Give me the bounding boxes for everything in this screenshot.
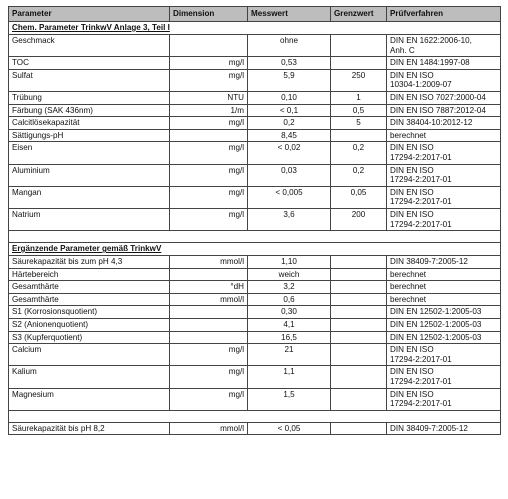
water-analysis-table <box>8 6 501 435</box>
cell-messwert: 3,6 <box>248 208 331 230</box>
cell-pruefverfahren: DIN EN ISO 17294-2:2017-01 <box>387 164 501 186</box>
cell-dimension: mg/l <box>170 208 248 230</box>
cell-messwert: 1,1 <box>248 366 331 388</box>
cell-parameter: Färbung (SAK 436nm) <box>9 104 170 117</box>
cell-pruefverfahren: DIN EN 12502-1:2005-03 <box>387 306 501 319</box>
cell-dimension <box>170 331 248 344</box>
cell-pruefverfahren: DIN 38409-7:2005-12 <box>387 422 501 435</box>
cell-grenzwert <box>331 422 387 435</box>
cell-pruefverfahren: berechnet <box>387 268 501 281</box>
cell-pruefverfahren: DIN EN ISO 10304-1:2009-07 <box>387 69 501 91</box>
table-row <box>9 164 501 186</box>
cell-messwert: ohne <box>248 35 331 57</box>
table-row <box>9 142 501 164</box>
cell-dimension <box>170 319 248 332</box>
cell-dimension: 1/m <box>170 104 248 117</box>
table-row <box>9 331 501 344</box>
spacer-row <box>9 231 501 243</box>
cell-dimension: mg/l <box>170 69 248 91</box>
cell-grenzwert: 0,2 <box>331 164 387 186</box>
table-row <box>9 57 501 70</box>
header-grenzwert: Grenzwert <box>331 7 387 22</box>
cell-dimension: mg/l <box>170 164 248 186</box>
cell-grenzwert <box>331 129 387 142</box>
cell-messwert: 3,2 <box>248 281 331 294</box>
cell-dimension: mg/l <box>170 117 248 130</box>
table-row <box>9 306 501 319</box>
cell-parameter: Sättigungs-pH <box>9 129 170 142</box>
cell-messwert: 0,2 <box>248 117 331 130</box>
cell-grenzwert: 1 <box>331 91 387 104</box>
cell-parameter: Magnesium <box>9 388 170 410</box>
cell-messwert: weich <box>248 268 331 281</box>
cell-pruefverfahren: DIN 38404-10:2012-12 <box>387 117 501 130</box>
cell-grenzwert <box>331 57 387 70</box>
cell-dimension: °dH <box>170 281 248 294</box>
table-row <box>9 91 501 104</box>
cell-dimension <box>170 306 248 319</box>
cell-grenzwert <box>331 388 387 410</box>
cell-pruefverfahren: DIN EN 1484:1997-08 <box>387 57 501 70</box>
table-row <box>9 293 501 306</box>
cell-grenzwert <box>331 306 387 319</box>
cell-parameter: Härtebereich <box>9 268 170 281</box>
cell-grenzwert <box>331 293 387 306</box>
cell-pruefverfahren: berechnet <box>387 281 501 294</box>
cell-dimension: mmol/l <box>170 422 248 435</box>
table-row <box>9 129 501 142</box>
cell-parameter: Calcitlösekapazität <box>9 117 170 130</box>
cell-pruefverfahren: DIN EN ISO 17294-2:2017-01 <box>387 344 501 366</box>
cell-dimension: mg/l <box>170 186 248 208</box>
cell-messwert: 21 <box>248 344 331 366</box>
cell-grenzwert <box>331 366 387 388</box>
cell-parameter: Kalium <box>9 366 170 388</box>
cell-pruefverfahren: DIN EN ISO 7887:2012-04 <box>387 104 501 117</box>
cell-parameter: TOC <box>9 57 170 70</box>
cell-messwert: 0,03 <box>248 164 331 186</box>
cell-grenzwert <box>331 281 387 294</box>
cell-messwert: 5,9 <box>248 69 331 91</box>
table-row <box>9 344 501 366</box>
header-pruefverfahren: Prüfverfahren <box>387 7 501 22</box>
cell-pruefverfahren: DIN EN 1622:2006-10, Anh. C <box>387 35 501 57</box>
cell-parameter: Säurekapazität bis pH 8,2 <box>9 422 170 435</box>
cell-parameter: Gesamthärte <box>9 293 170 306</box>
cell-parameter: Natrium <box>9 208 170 230</box>
cell-parameter: Eisen <box>9 142 170 164</box>
cell-grenzwert <box>331 35 387 57</box>
cell-parameter: Sulfat <box>9 69 170 91</box>
cell-grenzwert: 200 <box>331 208 387 230</box>
cell-parameter: Säurekapazität bis zum pH 4,3 <box>9 256 170 269</box>
cell-pruefverfahren: DIN 38409-7:2005-12 <box>387 256 501 269</box>
table-row <box>9 35 501 57</box>
spacer-cell <box>9 410 501 422</box>
table-row <box>9 319 501 332</box>
cell-pruefverfahren: DIN EN 12502-1:2005-03 <box>387 319 501 332</box>
cell-messwert: 1,5 <box>248 388 331 410</box>
cell-dimension: mg/l <box>170 388 248 410</box>
cell-messwert: 0,6 <box>248 293 331 306</box>
cell-pruefverfahren: DIN EN ISO 7027:2000-04 <box>387 91 501 104</box>
cell-dimension <box>170 129 248 142</box>
cell-pruefverfahren: DIN EN 12502-1:2005-03 <box>387 331 501 344</box>
cell-messwert: 1,10 <box>248 256 331 269</box>
section-title: Chem. Parameter TrinkwV Anlage 3, Teil I <box>9 22 501 35</box>
cell-grenzwert <box>331 256 387 269</box>
table-row <box>9 366 501 388</box>
cell-messwert: 0,53 <box>248 57 331 70</box>
cell-messwert: < 0,05 <box>248 422 331 435</box>
table-header-row <box>9 7 501 22</box>
table-row <box>9 281 501 294</box>
cell-grenzwert: 0,2 <box>331 142 387 164</box>
cell-pruefverfahren: DIN EN ISO 17294-2:2017-01 <box>387 388 501 410</box>
cell-pruefverfahren: berechnet <box>387 293 501 306</box>
header-messwert: Messwert <box>248 7 331 22</box>
cell-parameter: Aluminium <box>9 164 170 186</box>
table-row <box>9 422 501 435</box>
cell-parameter: S3 (Kupferquotient) <box>9 331 170 344</box>
table-row <box>9 268 501 281</box>
cell-grenzwert: 0,05 <box>331 186 387 208</box>
cell-pruefverfahren: DIN EN ISO 17294-2:2017-01 <box>387 366 501 388</box>
table-row <box>9 256 501 269</box>
cell-dimension <box>170 35 248 57</box>
cell-grenzwert: 5 <box>331 117 387 130</box>
cell-messwert: < 0,1 <box>248 104 331 117</box>
table-row <box>9 117 501 130</box>
table-row <box>9 104 501 117</box>
table-row <box>9 186 501 208</box>
spacer-cell <box>9 231 501 243</box>
cell-parameter: Gesamthärte <box>9 281 170 294</box>
cell-messwert: 0,30 <box>248 306 331 319</box>
cell-pruefverfahren: DIN EN ISO 17294-2:2017-01 <box>387 186 501 208</box>
cell-messwert: 4,1 <box>248 319 331 332</box>
cell-grenzwert: 0,5 <box>331 104 387 117</box>
cell-dimension: mg/l <box>170 57 248 70</box>
cell-parameter: Mangan <box>9 186 170 208</box>
cell-parameter: S2 (Anionenquotient) <box>9 319 170 332</box>
section-title: Ergänzende Parameter gemäß TrinkwV <box>9 243 501 256</box>
cell-dimension: mmol/l <box>170 293 248 306</box>
cell-parameter: Geschmack <box>9 35 170 57</box>
cell-dimension: mg/l <box>170 366 248 388</box>
cell-dimension: mg/l <box>170 142 248 164</box>
cell-dimension: mg/l <box>170 344 248 366</box>
cell-parameter: S1 (Korrosionsquotient) <box>9 306 170 319</box>
spacer-row <box>9 410 501 422</box>
cell-messwert: 8,45 <box>248 129 331 142</box>
cell-dimension <box>170 268 248 281</box>
cell-grenzwert <box>331 344 387 366</box>
section-row <box>9 22 501 35</box>
header-dimension: Dimension <box>170 7 248 22</box>
cell-pruefverfahren: DIN EN ISO 17294-2:2017-01 <box>387 208 501 230</box>
table-row <box>9 208 501 230</box>
cell-messwert: < 0,02 <box>248 142 331 164</box>
cell-dimension: NTU <box>170 91 248 104</box>
cell-pruefverfahren: DIN EN ISO 17294-2:2017-01 <box>387 142 501 164</box>
cell-grenzwert <box>331 331 387 344</box>
cell-grenzwert: 250 <box>331 69 387 91</box>
table-row <box>9 388 501 410</box>
cell-messwert: 16,5 <box>248 331 331 344</box>
table-row <box>9 69 501 91</box>
cell-parameter: Trübung <box>9 91 170 104</box>
cell-messwert: < 0,005 <box>248 186 331 208</box>
section-row <box>9 243 501 256</box>
cell-dimension: mmol/l <box>170 256 248 269</box>
header-parameter: Parameter <box>9 7 170 22</box>
cell-pruefverfahren: berechnet <box>387 129 501 142</box>
cell-parameter: Calcium <box>9 344 170 366</box>
cell-grenzwert <box>331 268 387 281</box>
cell-messwert: 0,10 <box>248 91 331 104</box>
cell-grenzwert <box>331 319 387 332</box>
